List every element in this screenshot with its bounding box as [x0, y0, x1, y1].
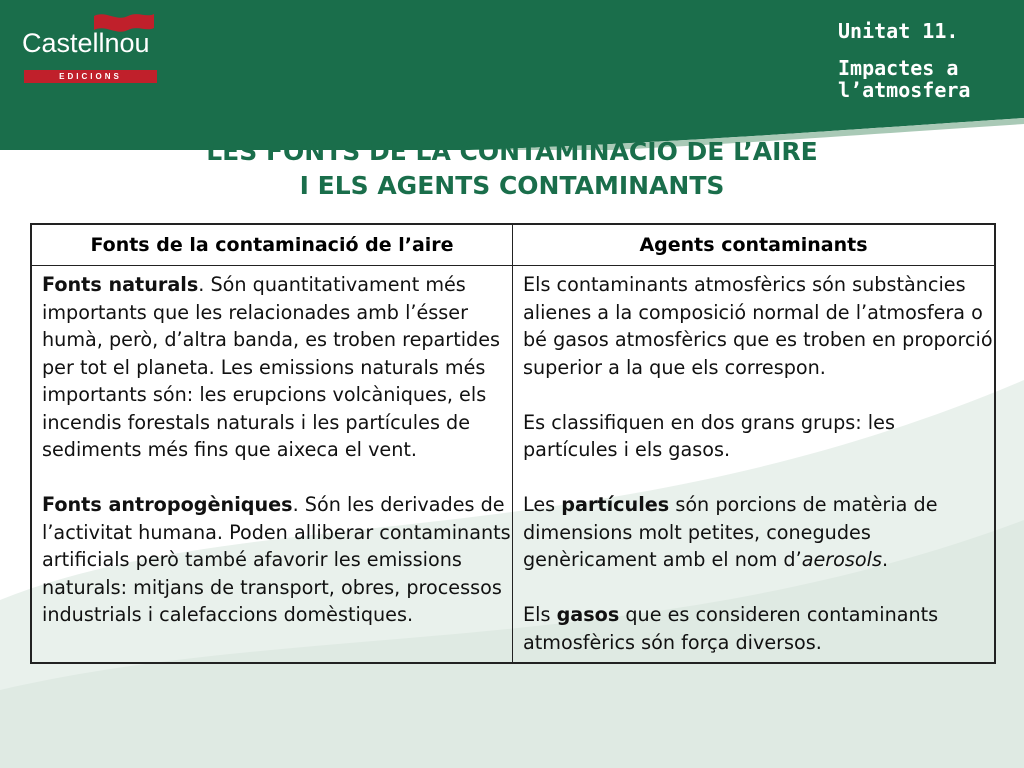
spacer [523, 381, 994, 409]
cell-fonts [31, 266, 513, 664]
term-aerosols: aerosols [801, 548, 882, 571]
page-title-line-1: LES FONTS DE LA CONTAMINACIÓ DE L’AIRE [206, 137, 818, 166]
table-header-row [31, 224, 995, 266]
text-fragment: Les [523, 493, 562, 516]
text-fonts-antropogeniques: . Són les derivades de l’activitat humana. Poden alliberar contaminants artificials però també afavorir les emissions naturals: mitjans de transport, obres, processos industrials i calefaccions domèstiques. [42, 493, 511, 626]
paragraph-fonts-naturals [42, 271, 512, 464]
spacer [523, 464, 994, 492]
text-fragment: . [881, 548, 889, 571]
spacer [523, 574, 994, 602]
term-particules: partícules [561, 493, 670, 516]
table-row [31, 266, 995, 664]
logo-subtext: EDICIONS [24, 70, 157, 83]
paragraph-gasos [523, 601, 994, 656]
page-title-line-2: I ELS AGENTS CONTAMINANTS [299, 171, 725, 200]
paragraph-particules [523, 491, 994, 574]
term-gasos: gasos [556, 603, 620, 626]
unit-subtitle: Impactes a l’atmosfera [838, 56, 971, 102]
logo-wordmark: Castellnou [22, 28, 150, 58]
text-fragment: que es consideren contaminants atmosfèrics són força diversos. [523, 603, 939, 654]
term-fonts-naturals: Fonts naturals [42, 273, 199, 296]
page-title [0, 135, 1024, 203]
term-fonts-antropogeniques: Fonts antropogèniques [42, 493, 293, 516]
paragraph-definition: Els contaminants atmosfèrics són substàncies alienes a la composició normal de l’atmosfera o bé gasos atmosfèrics que es troben en proporció superior a la que els correspon. [523, 273, 993, 379]
header-agents: Agents contaminants [513, 224, 996, 266]
text-fragment: Els [523, 603, 557, 626]
paragraph-classification: Es classifiquen en dos grans grups: les partícules i els gasos. [523, 410, 895, 461]
content-table [30, 223, 996, 664]
paragraph-fonts-antropogeniques [42, 491, 512, 629]
castellnou-logo [22, 10, 162, 80]
text-fragment: són porcions de matèria de dimensions molt petites, conegudes genèricament amb el nom d’ [523, 493, 938, 571]
text-fonts-naturals: . Són quantitativament més importants que les relacionades amb l’ésser humà, però, d’altra banda, es troben repartides per tot el planeta. Les emissions naturals més importants són: les erupcions volcàniques, els incendis forestals naturals i les partícules de sediments més fins que aixeca el vent. [42, 273, 501, 461]
header-fonts: Fonts de la contaminació de l’aire [31, 224, 513, 266]
cell-agents [513, 266, 996, 664]
spacer [42, 464, 512, 492]
unit-title: Unitat 11. [838, 19, 959, 43]
